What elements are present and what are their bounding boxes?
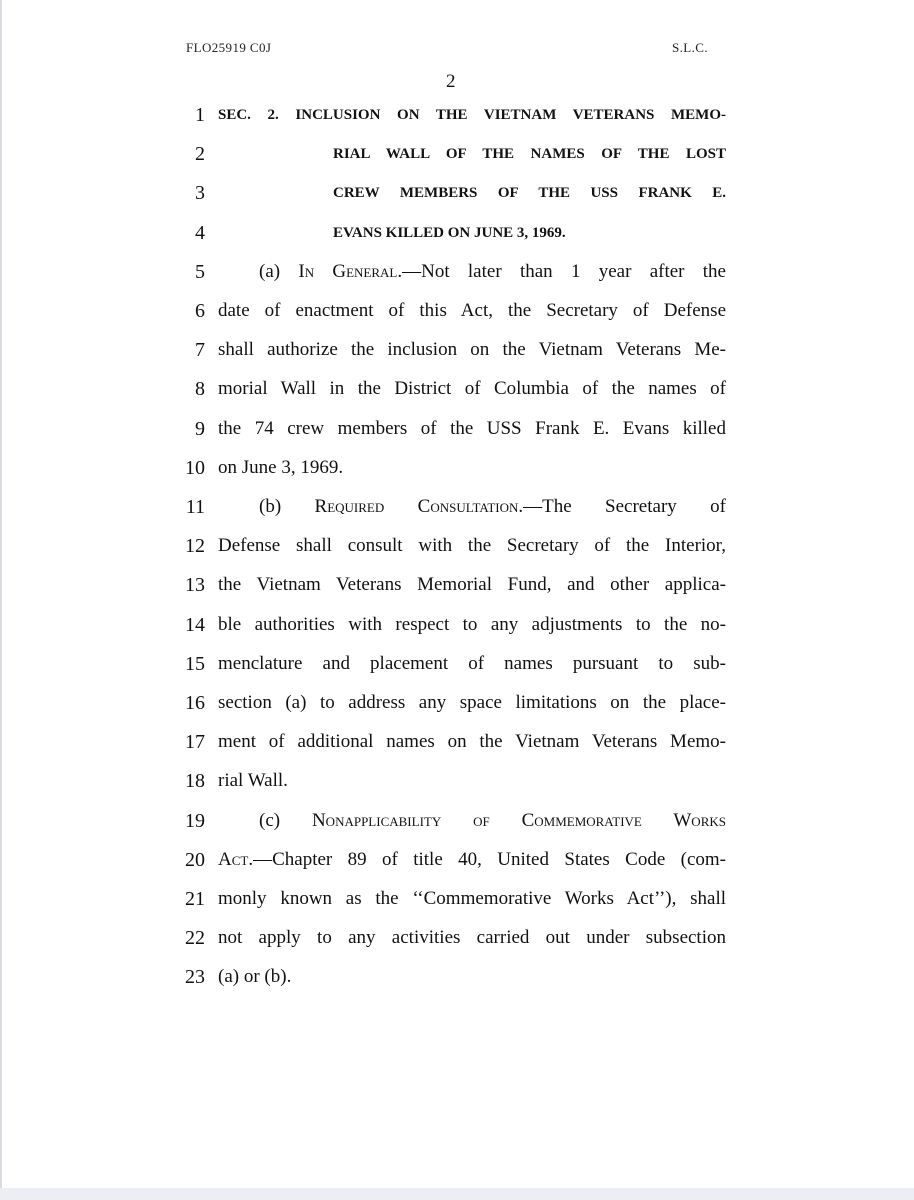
text-segment: section (a) to address any space limitations on the place-	[218, 692, 726, 713]
line-number: 10	[185, 457, 205, 479]
text-segment: EVANS KILLED ON JUNE 3, 1969.	[333, 225, 566, 241]
text-segment: morial Wall in the District of Columbia of the names of	[218, 378, 726, 399]
subsection-heading: Nonapplicability of Commemorative Works	[311, 810, 726, 831]
section-heading-line	[333, 141, 726, 167]
line-number: 20	[185, 849, 205, 871]
page-edge	[0, 0, 2, 1200]
subsection-heading: Required Consultation	[314, 496, 519, 517]
subsection-heading: Act	[218, 849, 249, 870]
line-number: 7	[195, 339, 205, 361]
line-number: 19	[185, 810, 205, 832]
text-segment: shall authorize the inclusion on the Vietnam Veterans Me-	[218, 339, 726, 360]
text-segment: RIAL WALL OF THE NAMES OF THE LOST	[333, 146, 726, 162]
line-number: 4	[195, 222, 205, 244]
line-number: 9	[195, 418, 205, 440]
line-number: 1	[195, 104, 205, 126]
bill-text-line	[218, 533, 726, 559]
bill-text-line	[218, 298, 726, 324]
line-number: 6	[195, 300, 205, 322]
line-number: 18	[185, 770, 205, 792]
line-number: 14	[185, 614, 205, 636]
line-number: 8	[195, 378, 205, 400]
text-segment: ment of additional names on the Vietnam Veterans Memo-	[218, 731, 726, 752]
bill-text-line	[259, 259, 726, 285]
line-number: 23	[185, 966, 205, 988]
text-segment: .—Chapter 89 of title 40, United States Code (com-	[248, 849, 726, 870]
bill-text-line	[218, 768, 726, 794]
bill-text-line	[218, 376, 726, 402]
viewer-bottom-bar	[0, 1188, 914, 1200]
text-segment: date of enactment of this Act, the Secretary of Defense	[218, 300, 726, 321]
line-number: 11	[185, 496, 205, 518]
bill-text-line	[218, 690, 726, 716]
text-segment: (c)	[259, 810, 312, 831]
line-number: 15	[185, 653, 205, 675]
bill-text-line	[218, 416, 726, 442]
text-segment: (a) or (b).	[218, 966, 292, 987]
bill-text-line	[218, 964, 726, 990]
line-number: 21	[185, 888, 205, 910]
document-id: FLO25919 C0J	[186, 40, 272, 55]
text-segment: ble authorities with respect to any adjustments to the no-	[218, 614, 726, 635]
bill-text-line	[218, 651, 726, 677]
line-number: 17	[185, 731, 205, 753]
line-number: 5	[195, 261, 205, 283]
line-number: 16	[185, 692, 205, 714]
bill-text-line	[218, 337, 726, 363]
bill-text-line	[259, 494, 726, 520]
text-segment: .—Not later than 1 year after the	[397, 261, 726, 282]
page-number: 2	[446, 71, 456, 92]
text-segment: SEC. 2. INCLUSION ON THE VIETNAM VETERANS MEMO-	[218, 107, 726, 123]
line-number: 22	[185, 927, 205, 949]
line-number: 13	[185, 574, 205, 596]
line-number: 12	[185, 535, 205, 557]
bill-text-line	[259, 808, 726, 834]
text-segment: on June 3, 1969.	[218, 457, 344, 478]
bill-text-line	[218, 729, 726, 755]
section-heading-line	[333, 180, 726, 206]
subsection-heading: In General	[298, 261, 398, 282]
text-segment: .—The Secretary of	[518, 496, 726, 517]
office-code: S.L.C.	[672, 40, 708, 55]
bill-text-line	[218, 886, 726, 912]
text-segment: the Vietnam Veterans Memorial Fund, and other applica-	[218, 574, 726, 595]
section-heading-line	[333, 220, 726, 246]
text-segment: menclature and placement of names pursuant to sub-	[218, 653, 726, 674]
text-segment: CREW MEMBERS OF THE USS FRANK E.	[333, 185, 726, 201]
line-number: 2	[195, 143, 205, 165]
text-segment: (b)	[259, 496, 315, 517]
text-segment: rial Wall.	[218, 770, 288, 791]
text-segment: Defense shall consult with the Secretary of the Interior,	[218, 535, 726, 556]
section-heading-line	[218, 102, 726, 128]
line-number: 3	[195, 182, 205, 204]
text-segment: monly known as the ‘‘Commemorative Works Act’’), shall	[218, 888, 726, 909]
bill-text-line	[218, 847, 726, 873]
bill-text-line	[218, 455, 726, 481]
text-segment: the 74 crew members of the USS Frank E. Evans killed	[218, 418, 726, 439]
text-segment: (a)	[259, 261, 299, 282]
text-segment: not apply to any activities carried out under subsection	[218, 927, 726, 948]
bill-text-line	[218, 612, 726, 638]
bill-text-line	[218, 572, 726, 598]
bill-text-line	[218, 925, 726, 951]
